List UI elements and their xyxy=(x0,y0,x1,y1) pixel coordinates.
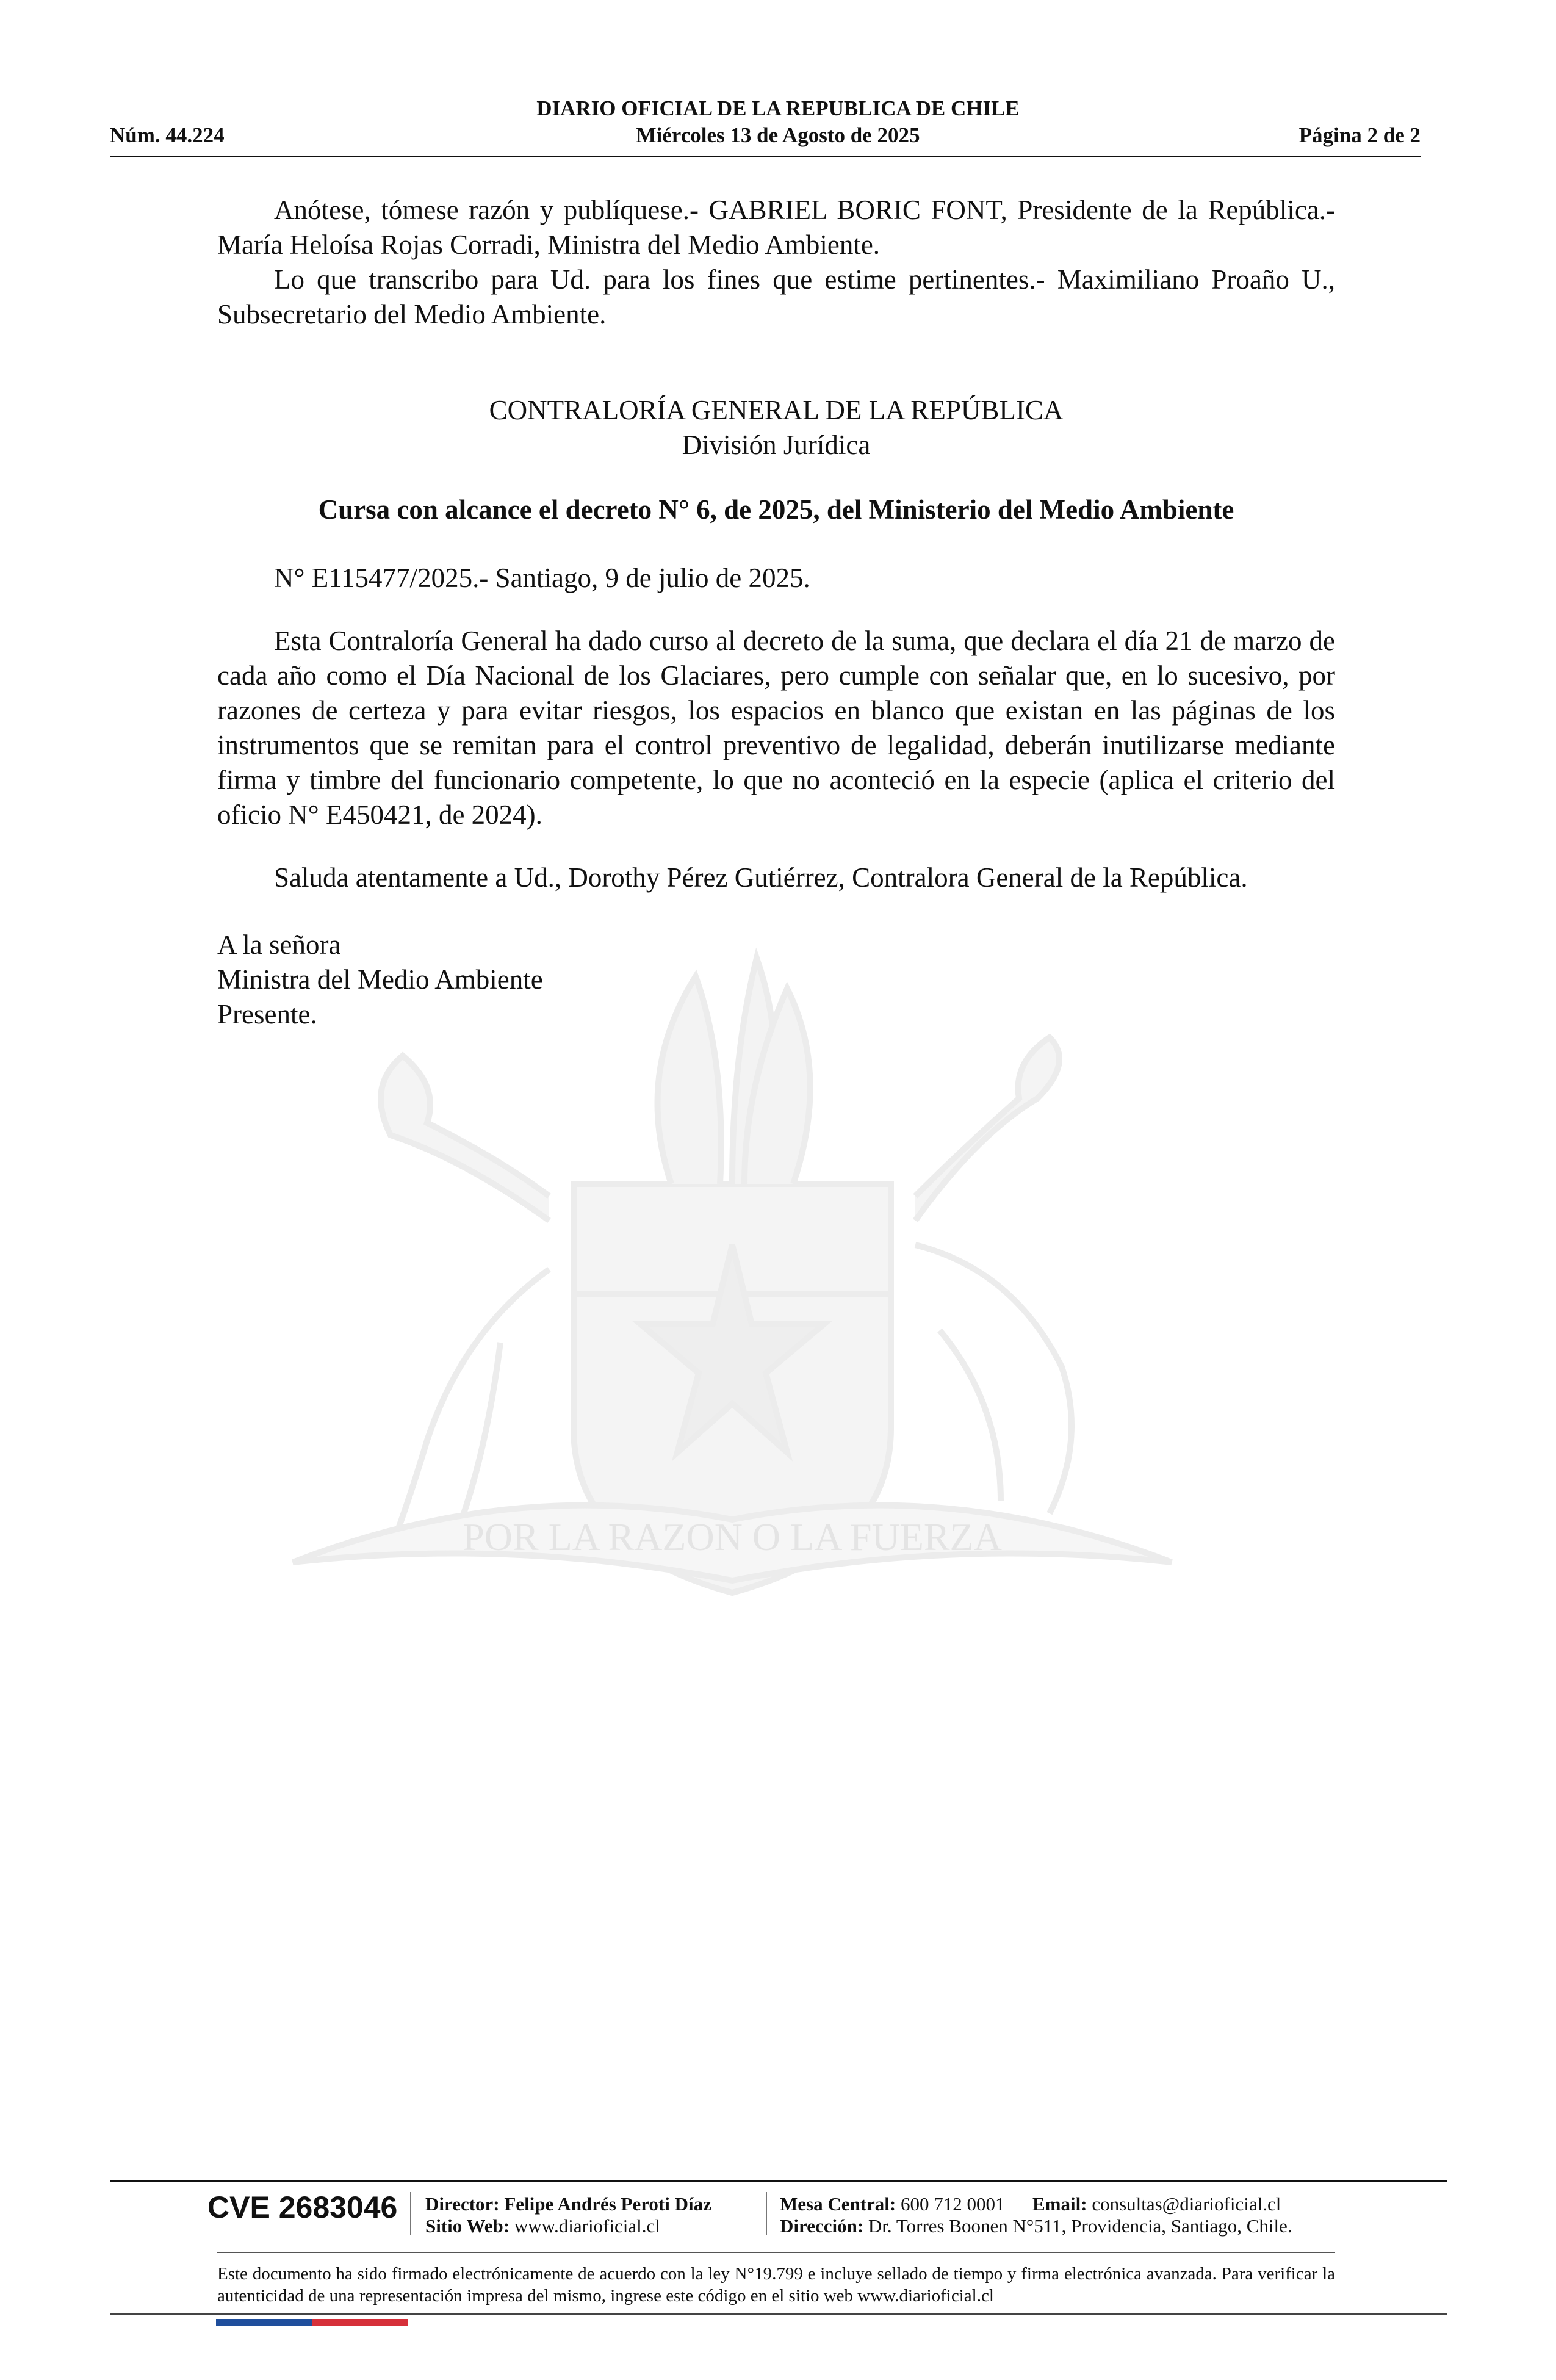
page-indicator: Página 2 de 2 xyxy=(1298,123,1421,147)
address-value: Dr. Torres Boonen N°511, Providencia, Santiago, Chile. xyxy=(868,2215,1292,2237)
director-label: Director: xyxy=(425,2193,500,2215)
footer-divider-bottom xyxy=(110,2313,1447,2315)
addressee-line: Presente. xyxy=(217,999,317,1030)
electronic-signature-notice: Este documento ha sido firmado electrónicamente de acuerdo con la ley N°19.799 e incluye sellado de tiempo y firma electrónica avanzada. Para verificar la autenticidad de una representación impresa del mismo, ingrese este código en el sitio web www.diarioficial.cl xyxy=(217,2264,1335,2306)
footer-contact-block xyxy=(780,2193,1292,2237)
footer-separator xyxy=(766,2192,767,2235)
division-name: División Jurídica xyxy=(682,430,871,460)
signature-paragraph: Anótese, tómese razón y publíquese.- GABRIEL BORIC FONT, Presidente de la República.-María Heloísa Rojas Corradi, Ministra del Medio Ambiente. xyxy=(217,195,1335,260)
main-paragraph: Esta Contraloría General ha dado curso al decreto de la suma, que declara el día 21 de marzo de cada año como el Día Nacional de los Glaciares, pero cumple con señalar que, en lo sucesivo, por razones de certeza y para evitar riesgos, los espacios en blanco que existan en las páginas de los instrumentos que se remitan para el control preventivo de legalidad, deberán inutilizarse mediante firma y timbre del funcionario competente, lo que no aconteció en la especie (aplica el criterio del oficio N° E450421, de 2024). xyxy=(217,626,1335,830)
cve-code: CVE 2683046 xyxy=(207,2190,398,2224)
addressee-line: A la señora xyxy=(217,929,341,960)
director-value: Felipe Andrés Peroti Díaz xyxy=(504,2193,711,2215)
org-name: CONTRALORÍA GENERAL DE LA REPÚBLICA xyxy=(489,395,1064,425)
transcription-paragraph: Lo que transcribo para Ud. para los fines que estime pertinentes.- Maximiliano Proaño U., Subsecretario del Medio Ambiente. xyxy=(217,264,1335,330)
address-label: Dirección: xyxy=(780,2215,864,2237)
closing-paragraph-block xyxy=(217,193,1335,332)
footer-separator xyxy=(410,2192,411,2235)
addressee-block xyxy=(217,928,1335,1032)
reference-line: N° E115477/2025.- Santiago, 9 de julio de 2025. xyxy=(274,563,810,593)
reference-block xyxy=(217,561,1335,596)
email-link[interactable]: consultas@diarioficial.cl xyxy=(1092,2193,1281,2215)
phone-label: Mesa Central: xyxy=(780,2193,896,2215)
main-paragraph-block xyxy=(217,624,1335,832)
section-heading: Cursa con alcance el decreto N° 6, de 2025, del Ministerio del Medio Ambiente xyxy=(318,494,1234,525)
coat-of-arms-motto: POR LA RAZON O LA FUERZA xyxy=(463,1515,1002,1559)
phone-value: 600 712 0001 xyxy=(901,2193,1005,2215)
footer-divider-top xyxy=(110,2180,1447,2182)
website-label: Sitio Web: xyxy=(425,2215,510,2237)
flag-stripe-red xyxy=(312,2319,408,2326)
header-divider xyxy=(110,156,1421,157)
salutation-block xyxy=(217,860,1335,895)
website-link[interactable]: www.diarioficial.cl xyxy=(514,2215,660,2237)
salutation-line: Saluda atentamente a Ud., Dorothy Pérez Gutiérrez, Contralora General de la República. xyxy=(274,862,1248,893)
flag-stripe-blue xyxy=(216,2319,312,2326)
issue-date: Miércoles 13 de Agosto de 2025 xyxy=(636,123,920,147)
footer-divider-mid xyxy=(217,2252,1335,2253)
email-label: Email: xyxy=(1032,2193,1087,2215)
addressee-line: Ministra del Medio Ambiente xyxy=(217,964,543,995)
gazette-title: DIARIO OFICIAL DE LA REPUBLICA DE CHILE xyxy=(536,96,1020,120)
issue-number: Núm. 44.224 xyxy=(110,123,225,147)
footer-director-block xyxy=(425,2193,711,2237)
